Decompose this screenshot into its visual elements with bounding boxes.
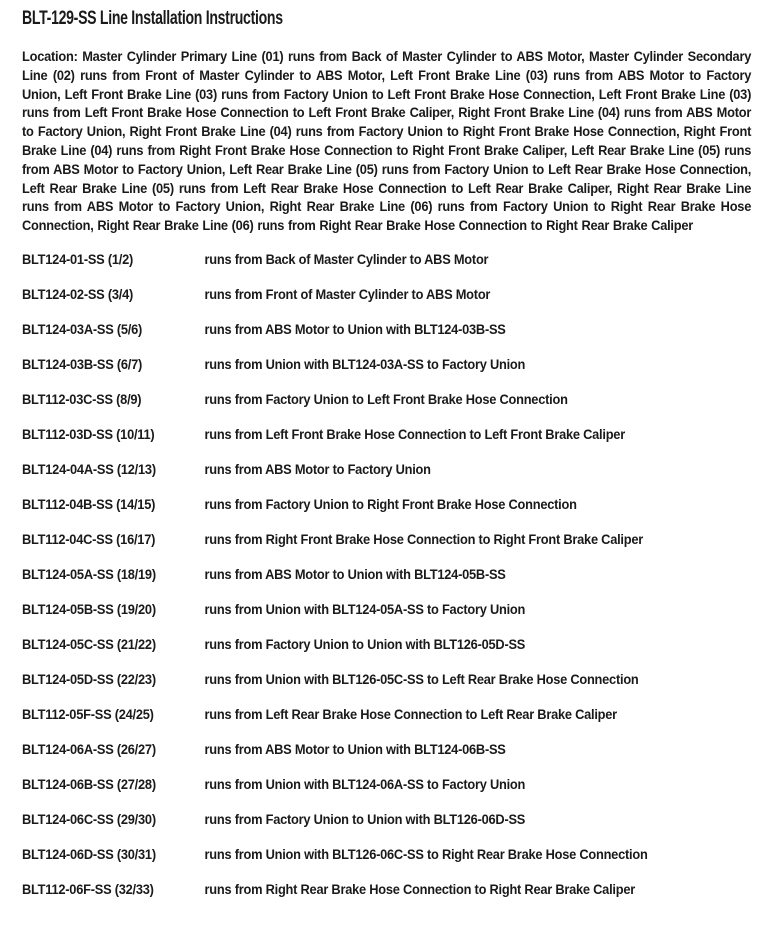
part-number: BLT124-02-SS (3/4) (22, 286, 134, 302)
part-number: BLT124-05C-SS (21/22) (22, 636, 156, 652)
part-description: runs from Left Front Brake Hose Connection to Left Front Brake Caliper (204, 426, 625, 442)
part-number: BLT124-06D-SS (30/31) (22, 846, 156, 862)
part-description: runs from Right Rear Brake Hose Connection to Right Rear Brake Caliper (204, 881, 636, 897)
line-row (22, 706, 751, 741)
part-description: runs from Union with BLT124-05A-SS to Factory Union (204, 601, 526, 617)
part-lines-list (22, 251, 751, 916)
line-row (22, 741, 751, 776)
part-number: BLT124-03A-SS (5/6) (22, 321, 143, 337)
line-row (22, 391, 751, 426)
line-row (22, 426, 751, 461)
part-description: runs from Union with BLT126-06C-SS to Right Rear Brake Hose Connection (204, 846, 648, 862)
part-number: BLT112-05F-SS (24/25) (22, 706, 154, 722)
part-description: runs from Union with BLT124-03A-SS to Factory Union (204, 356, 526, 372)
part-description: runs from ABS Motor to Union with BLT124-03B-SS (204, 321, 506, 337)
line-row (22, 566, 751, 601)
part-description: runs from Factory Union to Union with BLT126-05D-SS (204, 636, 526, 652)
part-number: BLT124-06B-SS (27/28) (22, 776, 156, 792)
part-description: runs from Factory Union to Union with BLT126-06D-SS (204, 811, 526, 827)
part-number: BLT124-05A-SS (18/19) (22, 566, 156, 582)
part-number: BLT124-06C-SS (29/30) (22, 811, 156, 827)
part-number: BLT124-03B-SS (6/7) (22, 356, 143, 372)
line-row (22, 531, 751, 566)
line-row (22, 461, 751, 496)
part-number: BLT112-03D-SS (10/11) (22, 426, 155, 442)
part-description: runs from ABS Motor to Union with BLT124-05B-SS (204, 566, 506, 582)
part-number: BLT124-01-SS (1/2) (22, 251, 134, 267)
part-description: runs from Left Rear Brake Hose Connection to Left Rear Brake Caliper (204, 706, 617, 722)
line-row (22, 496, 751, 531)
line-row (22, 881, 751, 916)
part-number: BLT112-04B-SS (14/15) (22, 496, 156, 512)
part-number: BLT124-04A-SS (12/13) (22, 461, 156, 477)
line-row (22, 671, 751, 706)
location-paragraph: Location: Master Cylinder Primary Line (01) runs from Back of Master Cylinder to ABS Motor, Master Cylinder Secondary Line (02) runs from Front of Master Cylinder to ABS Motor, Left Front Brake Line (03) runs from ABS Motor to Factory Union, Left Front Brake Line (03) runs from Factory Union to Left Front Brake Hose Connection, Left Front Brake Line (03) runs from Left Front Brake Hose Connection to Left Front Brake Caliper, Right Front Brake Line (04) runs from ABS Motor to Factory Union, Right Front Brake Line (04) runs from Factory Union to Right Front Brake Hose Connection, Right Front Brake Line (04) runs from Right Front Brake Hose Connection to Right Front Brake Caliper, Left Rear Brake Line (05) runs from ABS Motor to Factory Union, Left Rear Brake Line (05) runs from Factory Union to Left Rear Brake Hose Connection, Left Rear Brake Line (05) runs from Left Rear Brake Hose Connection to Left Rear Brake Caliper, Right Rear Brake Line runs from ABS Motor to Factory Union, Right Rear Brake Line (06) runs from Factory Union to Right Rear Brake Hose Connection, Right Rear Brake Line (06) runs from Right Rear Brake Hose Connection to Right Rear Brake Caliper (22, 49, 752, 234)
line-row (22, 251, 751, 286)
part-number: BLT112-03C-SS (8/9) (22, 391, 142, 407)
part-number: BLT124-06A-SS (26/27) (22, 741, 156, 757)
line-row (22, 356, 751, 391)
line-row (22, 286, 751, 321)
part-number: BLT124-05B-SS (19/20) (22, 601, 156, 617)
part-description: runs from Factory Union to Left Front Brake Hose Connection (204, 391, 568, 407)
line-row (22, 601, 751, 636)
part-number: BLT112-06F-SS (32/33) (22, 881, 154, 897)
line-row (22, 846, 751, 881)
line-row (22, 811, 751, 846)
page-title: BLT-129-SS Line Installation Instructions (22, 8, 283, 29)
part-description: runs from ABS Motor to Union with BLT124-06B-SS (204, 741, 506, 757)
part-description: runs from Right Front Brake Hose Connection to Right Front Brake Caliper (204, 531, 644, 547)
part-description: runs from Factory Union to Right Front Brake Hose Connection (204, 496, 577, 512)
part-description: runs from Union with BLT126-05C-SS to Left Rear Brake Hose Connection (204, 671, 639, 687)
part-number: BLT124-05D-SS (22/23) (22, 671, 156, 687)
part-description: runs from Back of Master Cylinder to ABS Motor (204, 251, 489, 267)
document-content (22, 6, 751, 916)
part-description: runs from Front of Master Cylinder to ABS Motor (204, 286, 491, 302)
line-row (22, 321, 751, 356)
part-description: runs from Union with BLT124-06A-SS to Factory Union (204, 776, 526, 792)
line-row (22, 776, 751, 811)
line-row (22, 636, 751, 671)
part-number: BLT112-04C-SS (16/17) (22, 531, 156, 547)
part-description: runs from ABS Motor to Factory Union (204, 461, 431, 477)
